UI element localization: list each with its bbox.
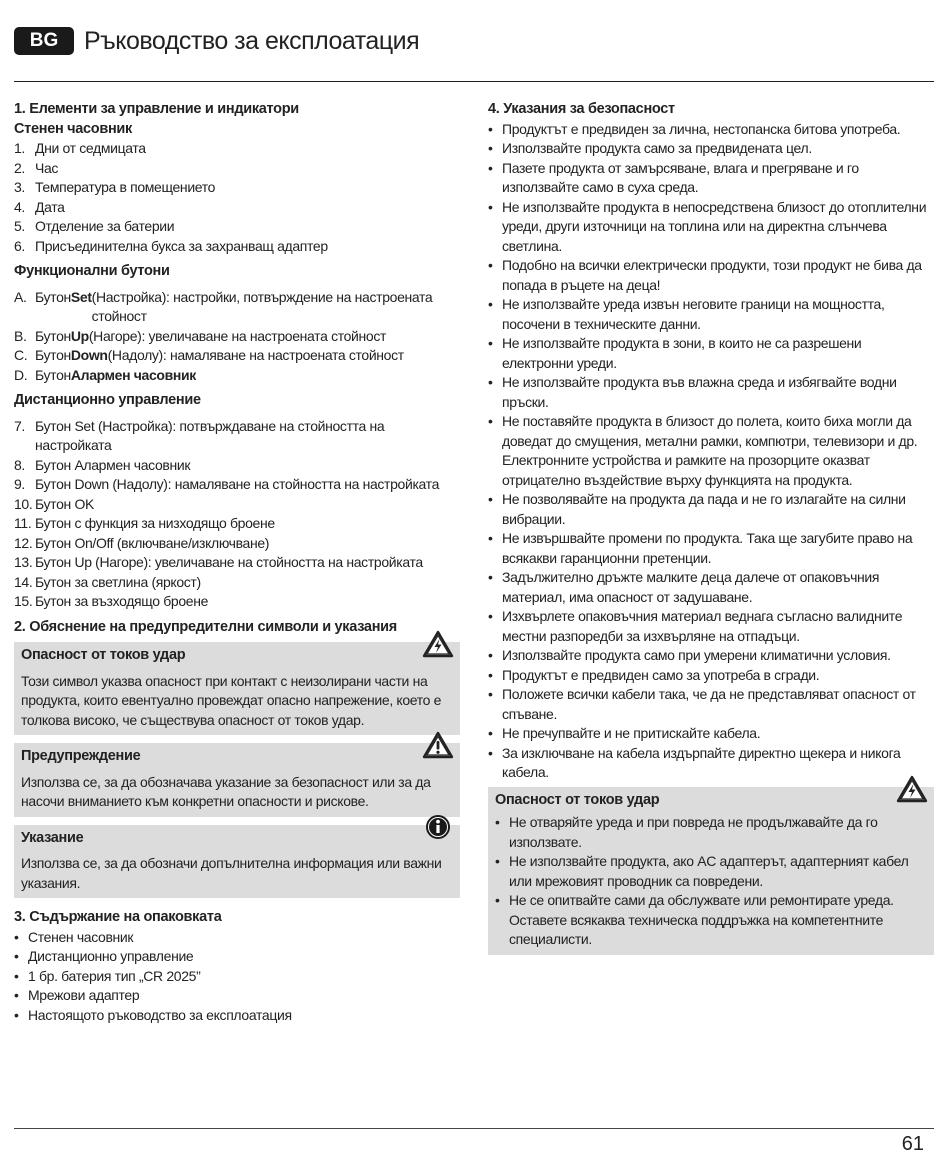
header-divider [14, 81, 934, 82]
list-item: 1. Дни от седмицата [14, 140, 146, 156]
list-item: • Изхвърлете опаковъчния материал веднага съгласно валидните местни разпоредби за изхвърляне на отпадъци. [488, 608, 903, 644]
list-item: 7. Бутон Set (Настройка): потвърждаване на стойността на настройката [14, 417, 385, 453]
language-badge: BG [14, 27, 74, 55]
list-item: A. Бутон Set (Настройка): настройки, потвърждение на настроената стойност [14, 288, 433, 324]
list-item: • Положете всички кабели така, че да не представляват опасност от спъване. [488, 686, 916, 722]
list-item: • Не поставяйте продукта в близост до полета, които биха могли да доведат до смущения, метални рамки, компютри, телевизори и др. Електронните устройства и рамките на прозорците оказват отрицателно въздействие върху функцията на продукта. [488, 413, 918, 488]
list-item: • Продуктът е предвиден за лична, нестопанска битова употреба. [488, 120, 901, 137]
list-item: • 1 бр. батерия тип „CR 2025” [14, 967, 201, 984]
safety-danger-box [488, 787, 934, 955]
header [14, 26, 419, 56]
list-item: • Не позволявайте на продукта да пада и не го излагайте на силни вибрации. [488, 491, 906, 527]
danger-box [14, 642, 460, 735]
list-item: • За изключване на кабела издърпайте директно щекера и никога кабела. [488, 744, 901, 780]
list-item: • Задължително дръжте малките деца далече от опаковъчния материал, има опасност от задушаване. [488, 569, 880, 605]
list-item: 5. Отделение за батерии [14, 218, 175, 234]
section-1-heading: 1. Елементи за управление и индикатори [14, 101, 299, 117]
list-item: C. Бутон Down (Надолу): намаляване на настроената стойност [14, 347, 404, 363]
electric-hazard-icon [896, 775, 928, 803]
list-item: 15. Бутон за възходящо броене [14, 593, 209, 609]
list-item: 11. Бутон с функция за низходящо броене [14, 515, 275, 531]
safety-list [488, 120, 934, 783]
list-item: B. Бутон Up (Нагоре): увеличаване на настроената стойност [14, 327, 387, 344]
list-item: • Стенен часовник [14, 928, 134, 945]
remote-items-list [14, 417, 460, 612]
list-item: • Настоящото ръководство за експлоатация [14, 1006, 292, 1023]
section-2-heading: 2. Обяснение на предупредителни символи и указания [14, 618, 397, 635]
note-box [14, 825, 460, 899]
list-item: • Пазете продукта от замърсяване, влага и прегряване и го използвайте само в суха среда. [488, 159, 859, 195]
list-item: 14. Бутон за светлина (яркост) [14, 573, 201, 590]
list-item: • Не използвайте продукта в зони, в които не са разрешени електронни уреди. [488, 335, 862, 371]
danger-box-text: Този символ указва опасност при контакт с неизолирани части на продукта, които евентуално провеждат опасно напрежение, което е толкова високо, че съществува опасност от токов удар. [21, 672, 442, 728]
warning-box [14, 743, 460, 817]
list-item: • Не използвайте продукта във влажна среда и избягвайте водни пръски. [488, 374, 897, 410]
list-item: • Дистанционно управление [14, 948, 194, 964]
info-icon [422, 813, 454, 841]
section-1-subheading-buttons: Функционални бутони [14, 263, 170, 279]
note-box-title: Указание [21, 829, 84, 846]
list-item: 6. Присъединителна букса за захранващ адаптер [14, 237, 328, 254]
list-item: • Не използвайте продукта в непосредствена близост до отоплителни уреди, други източници на топлина или на директна слънчева светлина. [488, 198, 927, 254]
function-buttons-list [14, 288, 460, 386]
package-contents-list [14, 928, 460, 1026]
list-item: • Не използвайте продукта, ако AC адаптерът, адаптерният кабел или мрежовият проводник са повредени. [495, 853, 909, 889]
right-column [488, 100, 934, 955]
list-item: • Продуктът е предвиден само за употреба в сгради. [488, 666, 820, 683]
clock-items-list [14, 139, 460, 256]
list-item: 12. Бутон On/Off (включване/изключване) [14, 534, 270, 551]
safety-danger-list [495, 813, 927, 950]
list-item: 3. Температура в помещението [14, 179, 216, 195]
list-item: 13. Бутон Up (Нагоре): увеличаване на стойността на настройката [14, 554, 423, 570]
list-item: 4. Дата [14, 198, 65, 215]
warning-box-title: Предупреждение [21, 748, 141, 764]
list-item: • Не отваряйте уреда и при повреда не продължавайте да го използвате. [495, 814, 878, 850]
electric-hazard-icon [422, 630, 454, 658]
danger-box-title: Опасност от токов удар [21, 647, 186, 663]
list-item: 10. Бутон OK [14, 495, 94, 512]
warning-box-text: Използва се, за да обозначава указание за безопасност или за да насочи вниманието към конкретни опасности и рискове. [21, 773, 431, 809]
list-item: • Използвайте продукта само за предвидената цел. [488, 140, 812, 156]
section-1-subheading-remote: Дистанционно управление [14, 392, 201, 408]
section-4-heading: 4. Указания за безопасност [488, 101, 675, 117]
left-column [14, 100, 460, 1025]
list-item: D. Бутон Алармен часовник [14, 366, 196, 383]
note-box-text: Използва се, за да обозначи допълнителна информация или важни указания. [21, 855, 442, 891]
section-1-subheading-clock: Стенен часовник [14, 120, 132, 137]
list-item: • Не се опитвайте сами да обслужвате или ремонтирате уреда. Оставете всякаква техническа поддръжка на компетентните специалисти. [495, 892, 894, 947]
list-item: • Не извършвайте промени по продукта. Така ще загубите право на всякакви гаранционни претенции. [488, 530, 913, 566]
safety-danger-box-title: Опасност от токов удар [495, 791, 660, 808]
footer-divider [14, 1128, 934, 1129]
warning-icon [422, 731, 454, 759]
page-title: Ръководство за експлоатация [84, 26, 420, 55]
list-item: • Не използвайте уреда извън неговите граници на мощността, посочени в техническите данни. [488, 296, 885, 332]
list-item: • Не пречупвайте и не притискайте кабела. [488, 725, 761, 741]
list-item: 8. Бутон Алармен часовник [14, 456, 191, 473]
list-item: • Подобно на всички електрически продукти, този продукт не бива да попада в ръцете на деца! [488, 257, 922, 293]
list-item: 9. Бутон Down (Надолу): намаляване на стойността на настройката [14, 476, 440, 492]
list-item: 2. Час [14, 159, 59, 176]
page-number: 61 [901, 1133, 924, 1155]
list-item: • Мрежови адаптер [14, 987, 140, 1003]
section-3-heading: 3. Съдържание на опаковката [14, 909, 222, 925]
list-item: • Използвайте продукта само при умерени климатични условия. [488, 647, 891, 663]
